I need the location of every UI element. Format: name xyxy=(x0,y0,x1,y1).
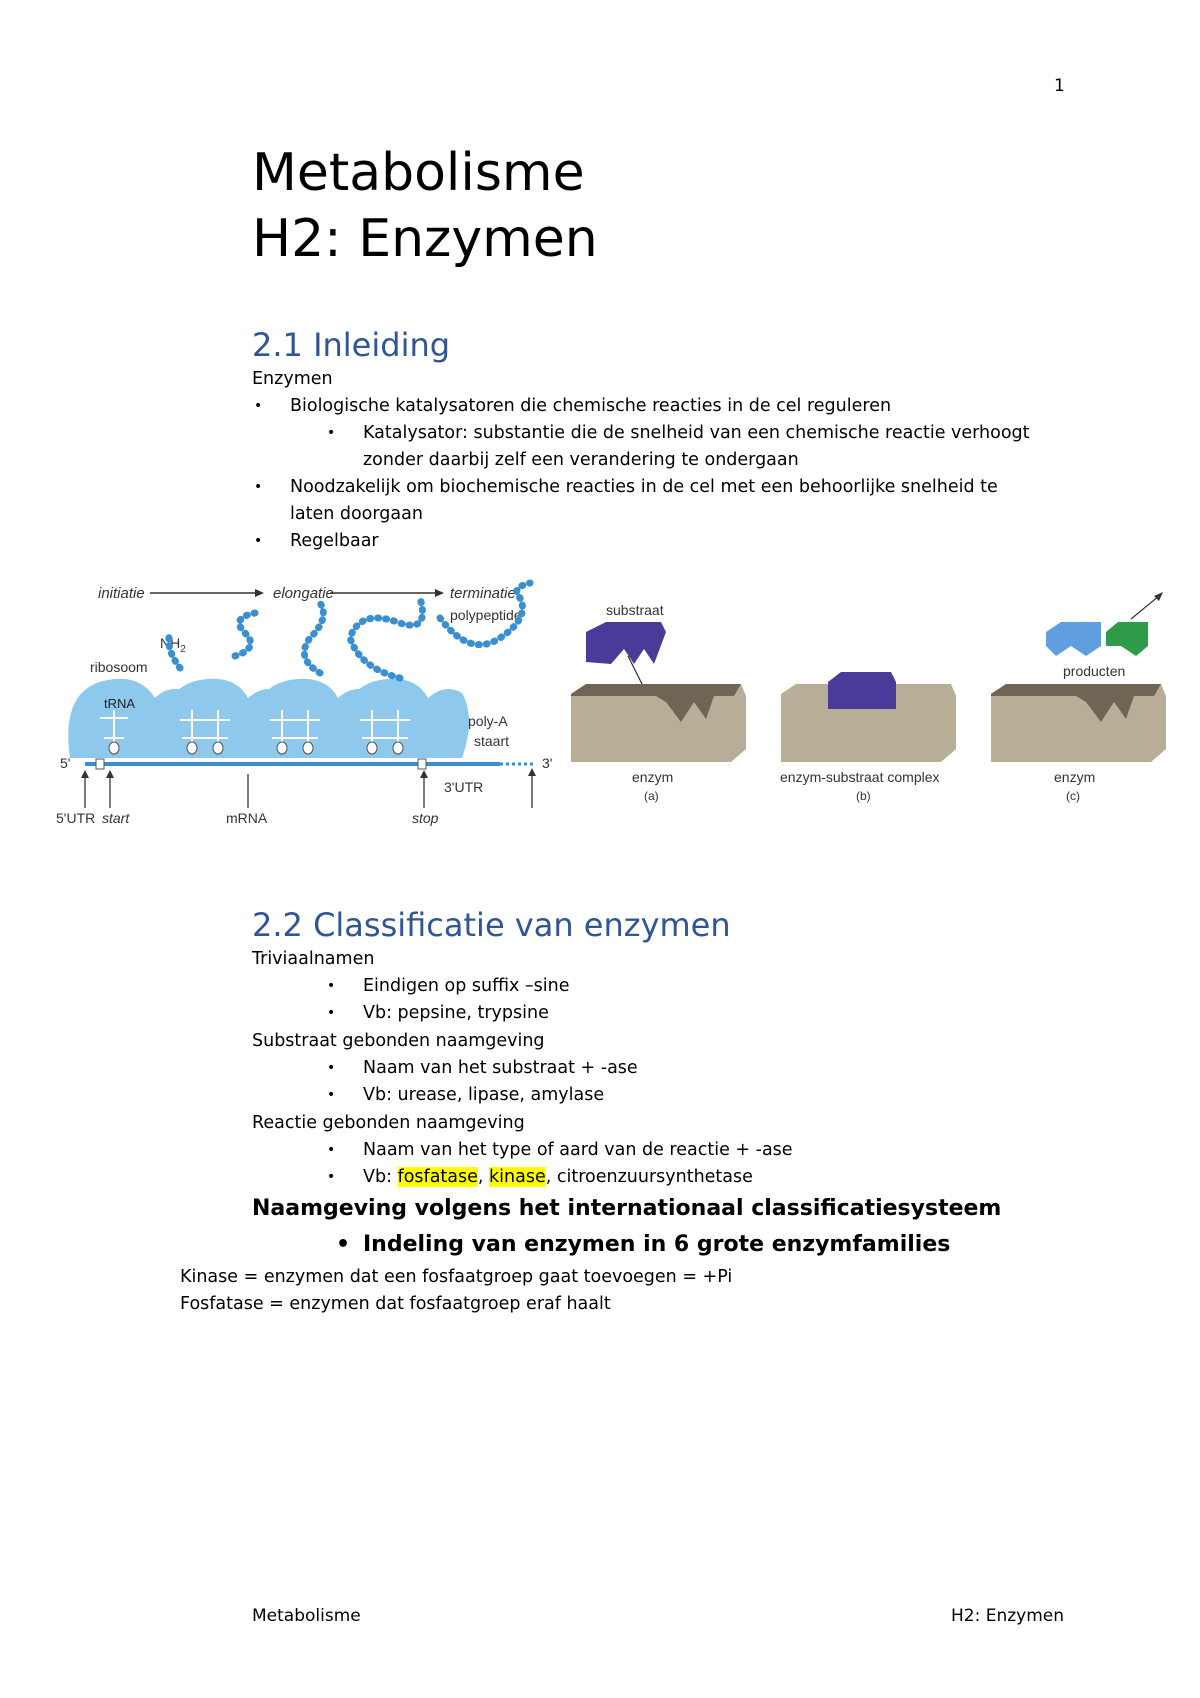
label-b: (b) xyxy=(856,789,871,803)
label-5prime: 5' xyxy=(60,755,71,771)
bullet-icon: • xyxy=(327,1169,336,1185)
sub-bullet-text: Naam van het type of aard van de reactie + -ase xyxy=(363,1140,793,1160)
label-start: start xyxy=(102,810,130,826)
title-line-1: Metabolisme xyxy=(252,143,585,203)
label-3prime: 3' xyxy=(542,755,553,771)
page-number: 1 xyxy=(1054,76,1065,96)
label-5utr: 5'UTR xyxy=(56,810,96,826)
label-mrna: mRNA xyxy=(226,810,268,826)
fosfatase-definition: Fosfatase = enzymen dat fosfaatgroep eraf haalt xyxy=(180,1294,611,1314)
sub-bullet-text-highlighted: Vb: fosfatase, kinase, citroenzuursynthetase xyxy=(363,1167,753,1187)
section-heading-classificatie: 2.2 Classificatie van enzymen xyxy=(252,906,731,944)
bold-bullet-text: Indeling van enzymen in 6 grote enzymfamilies xyxy=(363,1232,951,1257)
complex-substrate-shape xyxy=(828,672,896,709)
label-initiatie: initiatie xyxy=(98,585,145,602)
category-reaction: Reactie gebonden naamgeving xyxy=(252,1113,525,1133)
bullet-icon: • xyxy=(327,1087,336,1103)
category-trivial: Triviaalnamen xyxy=(252,949,375,969)
title-line-2: H2: Enzymen xyxy=(252,209,598,269)
label-nh2: $NH_2$ xyxy=(160,635,186,655)
label-stop: stop xyxy=(412,810,439,826)
bullet-icon: • xyxy=(254,533,263,549)
sub-bullet-text: Vb: urease, lipase, amylase xyxy=(363,1085,605,1105)
bullet-text: Biologische katalysatoren die chemische reacties in de cel reguleren xyxy=(290,396,892,416)
label-poly-a: poly-A xyxy=(468,713,508,729)
bullet-icon: • xyxy=(254,479,263,495)
label-trna: tRNA xyxy=(104,696,136,711)
label-enzym-c: enzym xyxy=(1054,769,1096,785)
bullet-icon: • xyxy=(336,1232,351,1257)
translation-figure xyxy=(30,578,566,832)
bold-heading: Naamgeving volgens het internationaal classificatiesysteem xyxy=(252,1196,1002,1221)
section-heading-inleiding: 2.1 Inleiding xyxy=(252,326,451,364)
bullet-text-cont: laten doorgaan xyxy=(290,504,423,524)
sub-bullet-text: Katalysator: substantie die de snelheid van een chemische reactie verhoogt xyxy=(363,423,1030,443)
label-complex: enzym-substraat complex xyxy=(780,769,940,785)
label-producten: producten xyxy=(1063,663,1126,679)
bullet-text: Regelbaar xyxy=(290,531,379,551)
highlight-fosfatase: fosfatase xyxy=(397,1167,478,1187)
category-substrate: Substraat gebonden naamgeving xyxy=(252,1031,545,1051)
kinase-definition: Kinase = enzymen dat een fosfaatgroep gaat toevoegen = +Pi xyxy=(180,1267,733,1287)
footer-left: Metabolisme xyxy=(252,1606,361,1626)
sub-bullet-text: Vb: pepsine, trypsine xyxy=(363,1003,549,1023)
bullet-icon: • xyxy=(327,1142,336,1158)
label-staart: staart xyxy=(474,733,510,749)
ribosome-shape xyxy=(341,679,469,758)
substrate-shape xyxy=(586,622,666,664)
label-enzym-a: enzym xyxy=(632,769,674,785)
label-terminatie: terminatie xyxy=(450,585,516,602)
sub-bullet-text: Naam van het substraat + -ase xyxy=(363,1058,638,1078)
ribosome-group xyxy=(68,679,469,758)
bullet-text: Noodzakelijk om biochemische reacties in de cel met een behoorlijke snelheid te xyxy=(290,477,998,497)
label-a: (a) xyxy=(644,789,659,803)
bullet-icon: • xyxy=(327,425,336,441)
enzyme-substrate-figure xyxy=(566,584,1176,808)
document-title xyxy=(252,140,598,272)
label-ribosoom: ribosoom xyxy=(90,659,148,675)
highlight-kinase: kinase xyxy=(489,1167,546,1187)
bullet-icon: • xyxy=(254,398,263,414)
label-elongatie: elongatie xyxy=(273,585,334,602)
sub-bullet-text-cont: zonder daarbij zelf een verandering te ondergaan xyxy=(363,450,799,470)
footer-right: H2: Enzymen xyxy=(950,1606,1064,1626)
label-3utr: 3'UTR xyxy=(444,779,484,795)
label-c: (c) xyxy=(1066,789,1080,803)
product-2-shape xyxy=(1106,622,1148,656)
label-polypeptide: polypeptide xyxy=(450,607,522,623)
bullet-icon: • xyxy=(327,1005,336,1021)
product-1-shape xyxy=(1046,622,1101,656)
stop-codon xyxy=(418,759,426,769)
bullet-icon: • xyxy=(327,1060,336,1076)
intro-text: Enzymen xyxy=(252,369,333,389)
start-codon xyxy=(96,759,104,769)
sub-bullet-text: Eindigen op suffix –sine xyxy=(363,976,570,996)
bullet-icon: • xyxy=(327,978,336,994)
label-substraat: substraat xyxy=(606,602,664,618)
